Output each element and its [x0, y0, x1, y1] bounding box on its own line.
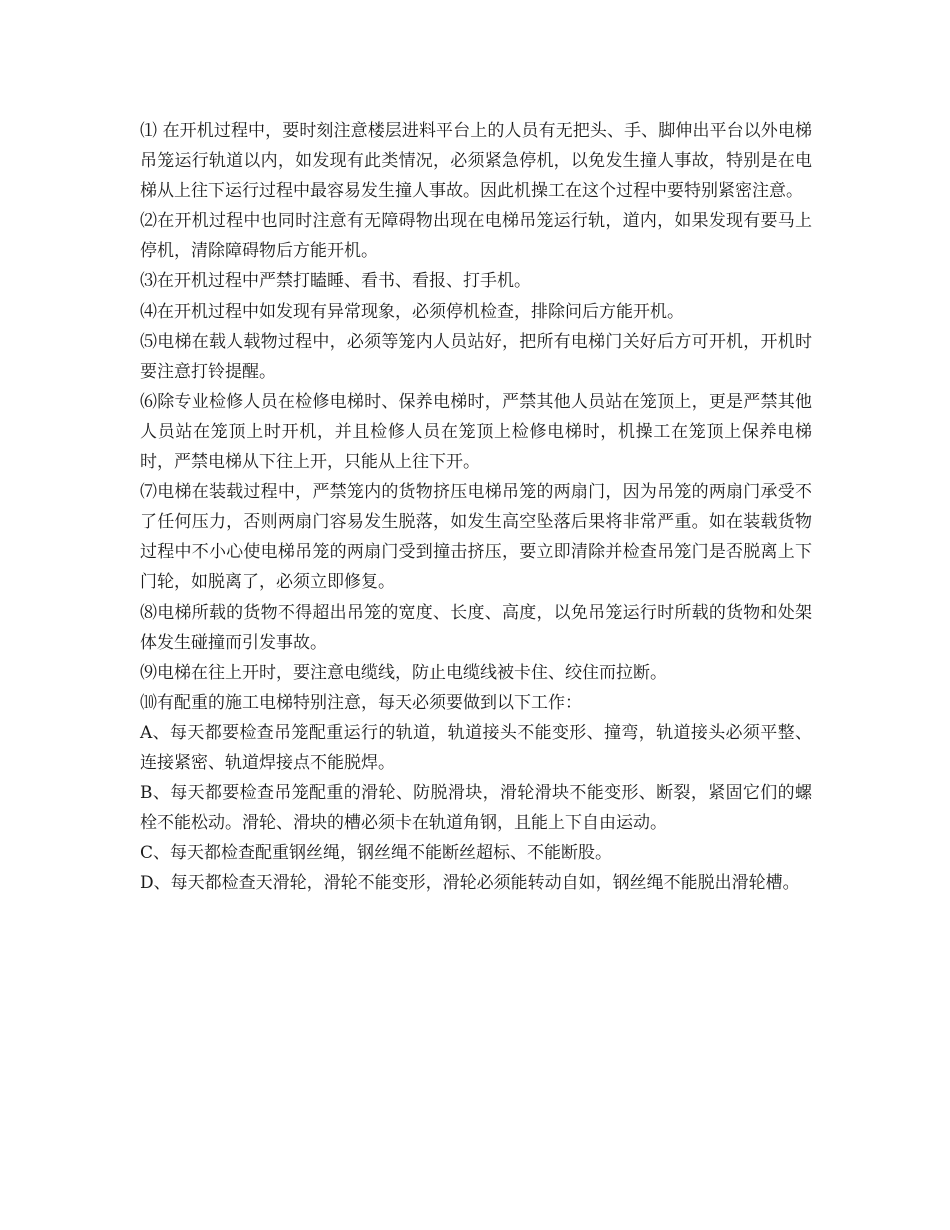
paragraph-4: ⑷在开机过程中如发现有异常现象，必须停机检查，排除问后方能开机。 — [140, 301, 684, 322]
paragraph-item-b: B、每天都要检查吊笼配重的滑轮、防脱滑块，滑轮滑块不能变形、断裂，紧固它们的螺栓不能松动。滑轮、滑块的槽必须卡在轨道角钢，且能上下自由运动。 — [140, 783, 812, 834]
paragraph-item-c: C、每天都检查配重钢丝绳，钢丝绳不能断丝超标、不能断股。 — [140, 843, 613, 864]
document-body — [140, 116, 812, 898]
paragraph-10: ⑽有配重的施工电梯特别注意，每天必须要做到以下工作： — [140, 692, 582, 713]
paragraph-5: ⑸电梯在载人载物过程中，必须等笼内人员站好，把所有电梯门关好后方可开机，开机时要注意打铃提醒。 — [140, 331, 812, 382]
paragraph-item-a: A、每天都要检查吊笼配重运行的轨道，轨道接头不能变形、撞弯，轨道接头必须平整、连接紧密、轨道焊接点不能脱焊。 — [140, 722, 812, 773]
paragraph-6: ⑹除专业检修人员在检修电梯时、保养电梯时，严禁其他人员站在笼顶上，更是严禁其他人员站在笼顶上时开机，并且检修人员在笼顶上检修电梯时，机操工在笼顶上保养电梯时，严禁电梯从下往上开，只能从上往下开。 — [140, 391, 812, 473]
paragraph-9: ⑼电梯在往上开时，要注意电缆线，防止电缆线被卡住、绞住而拉断。 — [140, 662, 667, 683]
paragraph-3: ⑶在开机过程中严禁打瞌睡、看书、看报、打手机。 — [140, 271, 531, 292]
paragraph-8: ⑻电梯所载的货物不得超出吊笼的宽度、长度、高度，以免吊笼运行时所载的货物和处架体发生碰撞而引发事故。 — [140, 602, 812, 653]
paragraph-1: ⑴ 在开机过程中，要时刻注意楼层进料平台上的人员有无把头、手、脚伸出平台以外电梯吊笼运行轨道以内，如发现有此类情况，必须紧急停机，以免发生撞人事故，特别是在电梯从上往下运行过程中最容易发生撞人事故。因此机操工在这个过程中要特别紧密注意。 — [140, 121, 812, 202]
paragraph-2: ⑵在开机过程中也同时注意有无障碍物出现在电梯吊笼运行轨，道内，如果发现有要马上停机，清除障碍物后方能开机。 — [140, 211, 812, 262]
paragraph-item-d: D、每天都检查天滑轮，滑轮不能变形，滑轮必须能转动自如，钢丝绳不能脱出滑轮槽。 — [140, 873, 800, 894]
paragraph-7: ⑺电梯在装载过程中，严禁笼内的货物挤压电梯吊笼的两扇门，因为吊笼的两扇门承受不了任何压力，否则两扇门容易发生脱落，如发生高空坠落后果将非常严重。如在装载货物过程中不小心使电梯吊笼的两扇门受到撞击挤压，要立即清除并检查吊笼门是否脱离上下门轮，如脱离了，必须立即修复。 — [140, 482, 812, 593]
